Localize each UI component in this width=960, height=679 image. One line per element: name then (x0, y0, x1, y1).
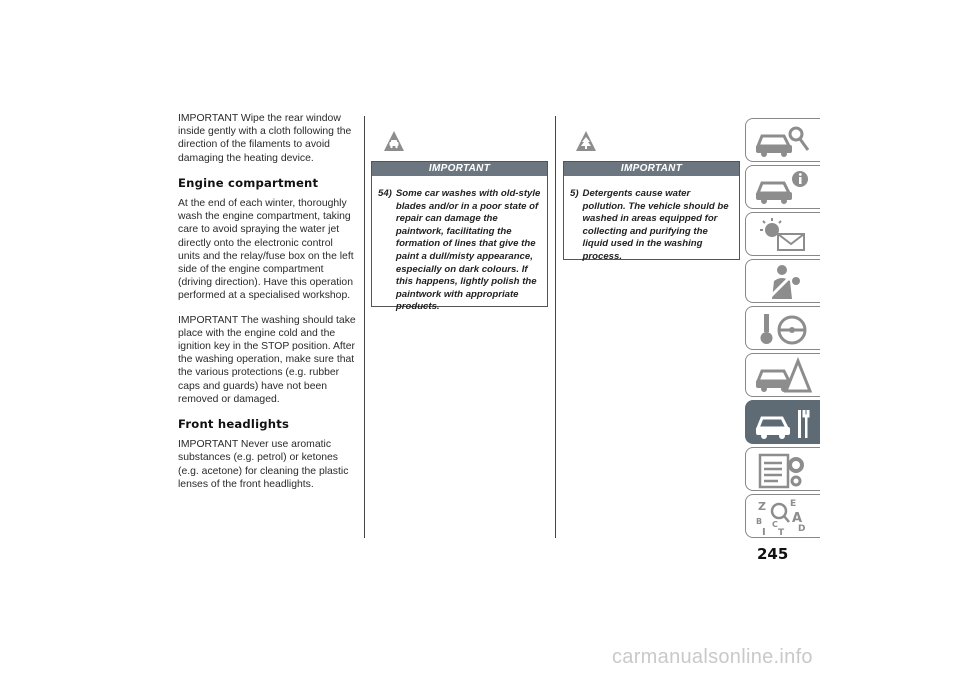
key-steering-wheel-icon (752, 310, 814, 348)
tab-knowing-vehicle[interactable] (745, 118, 820, 162)
column-divider-1 (364, 116, 365, 538)
column-divider-2 (555, 116, 556, 538)
index-letter: T (778, 528, 785, 536)
paragraph-engine-wash: At the end of each winter, thoroughly wash the engine compartment, taking care to avoid spraying the water jet directly onto the electronic control units and the relay/fuse box on the left side of the engine compartment (driving direction). Have this operation performed at a specialised workshop. (178, 198, 354, 302)
tab-starting-driving[interactable] (745, 306, 820, 350)
heading-engine-compartment: Engine compartment (178, 175, 319, 190)
index-letter: B (756, 517, 763, 526)
note-5 (570, 188, 733, 264)
tab-warning-lights[interactable] (745, 212, 820, 256)
paragraph-headlights: IMPORTANT Never use aromatic substances (e.g. petrol) or ketones (e.g. acetone) for cleaning the plastic lenses of the front headlights. (178, 439, 349, 490)
index-letter: D (798, 524, 806, 534)
note-54 (378, 188, 541, 314)
tab-vehicle-info[interactable] (745, 165, 820, 209)
heading-front-headlights: Front headlights (178, 417, 290, 432)
environment-tree-warning-icon (575, 130, 597, 152)
note-number: 5) (570, 188, 579, 199)
important-box-detergents (563, 161, 740, 260)
index-letter: I (762, 527, 766, 536)
person-seatbelt-icon (752, 263, 814, 301)
car-search-icon (752, 122, 814, 160)
car-emergency-icon (752, 357, 814, 395)
note-text: Some car washes with old-style blades and/or in a poor state of repair can damage the paintwork, facilitating the formation of lines that give the paint a dull/misty appearance, especially on dark colours. If this happens, lightly polish the paintwork with appropriate products. (395, 188, 541, 313)
tab-maintenance[interactable] (745, 400, 820, 444)
index-letter: C (772, 520, 778, 529)
car-maintenance-icon (752, 404, 814, 442)
index-letter: A (792, 511, 803, 526)
chapter-tabs (745, 118, 821, 541)
note-text: Detergents cause water pollution. The vehicle should be washed in areas equipped for collecting and purifying the liquid used in the washing process. (582, 188, 729, 262)
box-title: IMPORTANT (372, 162, 547, 176)
index-letters-icon (752, 498, 814, 536)
note-number: 54) (378, 188, 392, 199)
paragraph-rear-window: IMPORTANT Wipe the rear window inside gently with a cloth following the direction of the filaments to avoid damaging the heating device. (178, 113, 352, 164)
tab-technical-data[interactable] (745, 447, 820, 491)
paragraph-washing-important: IMPORTANT The washing should take place with the engine cold and the ignition key in the STOP position. After the washing operation, make sure that the various protections (e.g. rubber caps and guards) have not been removed or damaged. (178, 314, 356, 405)
car-warning-icon (383, 130, 405, 152)
index-letter: Z (758, 500, 766, 513)
tab-safety[interactable] (745, 259, 820, 303)
warning-light-message-icon (752, 216, 814, 254)
car-info-icon (752, 169, 814, 207)
tab-index[interactable] (745, 494, 820, 538)
index-letter: E (790, 499, 797, 509)
watermark: carmanualsonline.info (612, 646, 813, 668)
page-number: 245 (757, 545, 789, 563)
left-text-column (178, 112, 356, 502)
box-title: IMPORTANT (564, 162, 739, 176)
data-settings-icon (752, 451, 814, 489)
important-box-paintwork (371, 161, 548, 313)
tab-emergency[interactable] (745, 353, 820, 397)
